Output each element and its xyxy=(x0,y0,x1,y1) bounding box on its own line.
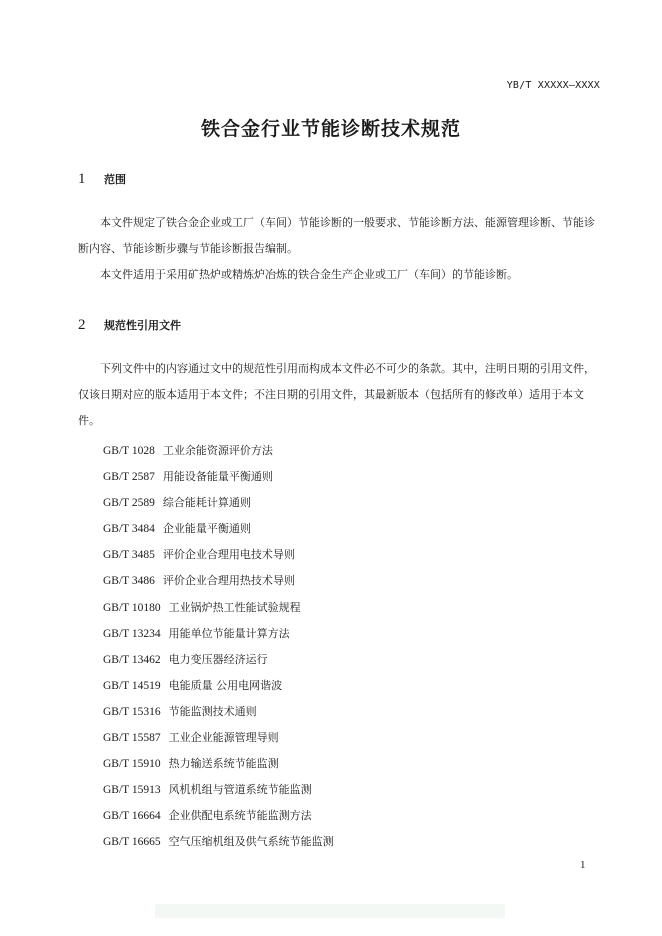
reference-item xyxy=(103,699,334,725)
reference-item xyxy=(103,542,334,568)
reference-code: GB/T 13234 xyxy=(103,627,161,640)
reference-title: 评价企业合理用热技术导则 xyxy=(162,574,295,588)
reference-title: 企业供配电系统节能监测方法 xyxy=(168,809,312,823)
reference-item xyxy=(103,777,334,803)
reference-code: GB/T 2589 xyxy=(103,497,155,510)
reference-title: 评价企业合理用电技术导则 xyxy=(162,548,295,562)
reference-title: 热力输送系统节能监测 xyxy=(168,757,279,771)
section-2-paragraph-1: 下列文件中的内容通过文中的规范性引用而构成本文件必不可少的条款。其中，注明日期的引用文件，仅该日期对应的版本适用于本文件；不注日期的引用文件，其最新版本（包括所有的修改单）适用于本文件。 xyxy=(78,362,595,427)
reference-item xyxy=(103,438,334,464)
reference-title: 节能监测技术通则 xyxy=(168,704,257,718)
reference-item xyxy=(103,803,334,829)
reference-item xyxy=(103,516,334,542)
reference-item xyxy=(103,490,334,516)
reference-item xyxy=(103,464,334,490)
reference-title: 风机机组与管道系统节能监测 xyxy=(168,783,312,797)
reference-code: GB/T 2587 xyxy=(103,471,155,484)
reference-item xyxy=(103,829,334,855)
reference-title: 用能设备能量平衡通则 xyxy=(162,470,273,484)
normative-reference-list xyxy=(103,438,334,856)
section-1-paragraph-2: 本文件适用于采用矿热炉或精炼炉冶炼的铁合金生产企业或工厂（车间）的节能诊断。 xyxy=(100,268,518,281)
reference-title: 用能单位节能量计算方法 xyxy=(168,626,290,640)
reference-code: GB/T 3484 xyxy=(103,523,155,536)
reference-title: 空气压缩机组及供气系统节能监测 xyxy=(168,835,334,849)
reference-code: GB/T 14519 xyxy=(103,679,161,692)
reference-code: GB/T 15587 xyxy=(103,732,161,745)
section-title: 规范性引用文件 xyxy=(104,319,181,332)
reference-title: 企业能量平衡通则 xyxy=(162,522,251,536)
reference-code: GB/T 15910 xyxy=(103,758,161,771)
reference-code: GB/T 13462 xyxy=(103,653,161,666)
reference-title: 工业企业能源管理导则 xyxy=(168,731,279,745)
reference-code: GB/T 3485 xyxy=(103,549,155,562)
reference-item xyxy=(103,595,334,621)
reference-code: GB/T 15316 xyxy=(103,705,161,718)
reference-item xyxy=(103,568,334,594)
section-number: 2 xyxy=(78,317,86,333)
reference-title: 电力变压器经济运行 xyxy=(168,652,268,666)
footer-watermark xyxy=(155,904,505,918)
reference-item xyxy=(103,673,334,699)
section-number: 1 xyxy=(78,171,86,187)
reference-item xyxy=(103,647,334,673)
section-1-heading xyxy=(78,168,126,188)
section-1-paragraph-1: 本文件规定了铁合金企业或工厂（车间）节能诊断的一般要求、节能诊断方法、能源管理诊断、节能诊断内容、节能诊断步骤与节能诊断报告编制。 xyxy=(78,216,595,255)
reference-code: GB/T 10180 xyxy=(103,601,161,614)
reference-title: 电能质量 公用电网谐波 xyxy=(168,678,283,692)
reference-code: GB/T 1028 xyxy=(103,445,155,457)
reference-item xyxy=(103,751,334,777)
document-title: 铁合金行业节能诊断技术规范 xyxy=(200,118,461,140)
reference-code: GB/T 16665 xyxy=(103,836,161,849)
reference-item xyxy=(103,725,334,751)
reference-title: 工业余能资源评价方法 xyxy=(162,444,273,457)
reference-code: GB/T 3486 xyxy=(103,575,155,588)
reference-title: 综合能耗计算通则 xyxy=(162,496,251,510)
reference-code: GB/T 16664 xyxy=(103,810,161,823)
standard-code: YB/T XXXXX—XXXX xyxy=(506,80,600,91)
page-number: 1 xyxy=(580,859,586,871)
section-title: 范围 xyxy=(104,173,126,186)
reference-title: 工业锅炉热工性能试验规程 xyxy=(168,600,301,614)
reference-code: GB/T 15913 xyxy=(103,784,161,797)
section-2-heading xyxy=(78,314,181,334)
reference-item xyxy=(103,621,334,647)
